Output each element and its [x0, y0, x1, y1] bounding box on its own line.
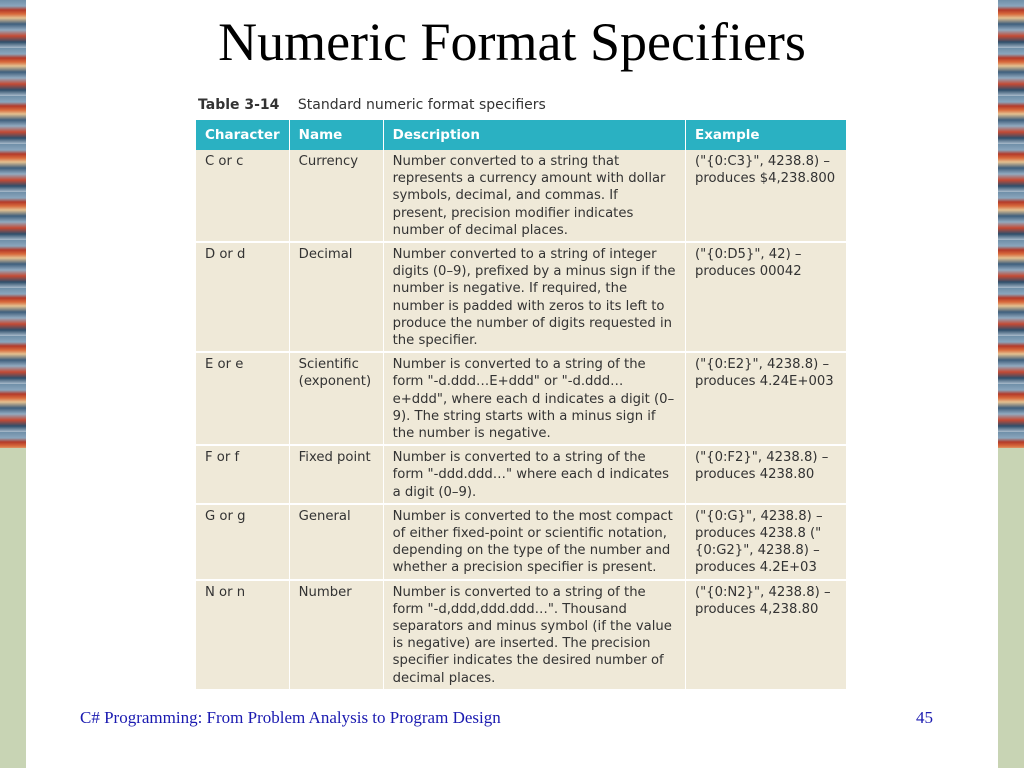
cell-character: E or e	[196, 352, 289, 445]
cell-name: Scientific (exponent)	[289, 352, 383, 445]
cell-description: Number is converted to a string of the form "-ddd.ddd…" where each d indicates a digit (0–9).	[383, 445, 685, 504]
table-row	[196, 150, 846, 242]
cell-example: ("{0:C3}", 4238.8) – produces $4,238.800	[685, 150, 846, 242]
table-row	[196, 242, 846, 352]
cell-character: C or c	[196, 150, 289, 242]
cell-example: ("{0:E2}", 4238.8) – produces 4.24E+003	[685, 352, 846, 445]
table-caption-label: Table 3-14	[198, 97, 280, 113]
cell-description: Number converted to a string that represents a currency amount with dollar symbols, decimal, and commas. If present, precision modifier indicates number of decimal places.	[383, 150, 685, 242]
cell-description: Number is converted to a string of the form "-d.ddd…E+ddd" or "-d.ddd…e+ddd", where each d indicates a digit (0–9). The string starts with a minus sign if the number is negative.	[383, 352, 685, 445]
cell-character: N or n	[196, 580, 289, 690]
cell-example: ("{0:N2}", 4238.8) – produces 4,238.80	[685, 580, 846, 690]
page-number: 45	[916, 708, 933, 727]
header-name: Name	[289, 120, 383, 150]
cell-name: Number	[289, 580, 383, 690]
format-specifier-table-container	[196, 94, 848, 691]
slide-title: Numeric Format Specifiers	[218, 12, 806, 72]
cell-name: Decimal	[289, 242, 383, 352]
table-row	[196, 504, 846, 580]
cell-name: Fixed point	[289, 445, 383, 504]
footer-course-title: C# Programming: From Problem Analysis to Program Design	[80, 708, 501, 727]
cell-example: ("{0:G}", 4238.8) – produces 4238.8 ("{0:G2}", 4238.8) – produces 4.2E+03	[685, 504, 846, 580]
table-row	[196, 352, 846, 445]
cell-description: Number is converted to a string of the form "-d,ddd,ddd.ddd…". Thousand separators and minus symbol (if the value is negative) are inserted. The precision specifier indicates the desired number of decimal places.	[383, 580, 685, 690]
cell-example: ("{0:D5}", 42) – produces 00042	[685, 242, 846, 352]
cell-example: ("{0:F2}", 4238.8) – produces 4238.80	[685, 445, 846, 504]
table-row	[196, 445, 846, 504]
header-example: Example	[685, 120, 846, 150]
table-header-row	[196, 120, 846, 150]
header-character: Character	[196, 120, 289, 150]
table-caption	[196, 94, 848, 120]
table-caption-title: Standard numeric format specifiers	[297, 97, 546, 113]
cell-name: Currency	[289, 150, 383, 242]
cell-description: Number is converted to the most compact of either fixed-point or scientific notation, depending on the type of the number and whether a precision specifier is present.	[383, 504, 685, 580]
format-specifier-table	[196, 120, 846, 691]
cell-character: G or g	[196, 504, 289, 580]
cell-character: D or d	[196, 242, 289, 352]
header-description: Description	[383, 120, 685, 150]
cell-name: General	[289, 504, 383, 580]
table-row	[196, 580, 846, 690]
cell-description: Number converted to a string of integer digits (0–9), prefixed by a minus sign if the number is negative. If required, the number is padded with zeros to its left to produce the number of digits requested in the specifier.	[383, 242, 685, 352]
cell-character: F or f	[196, 445, 289, 504]
